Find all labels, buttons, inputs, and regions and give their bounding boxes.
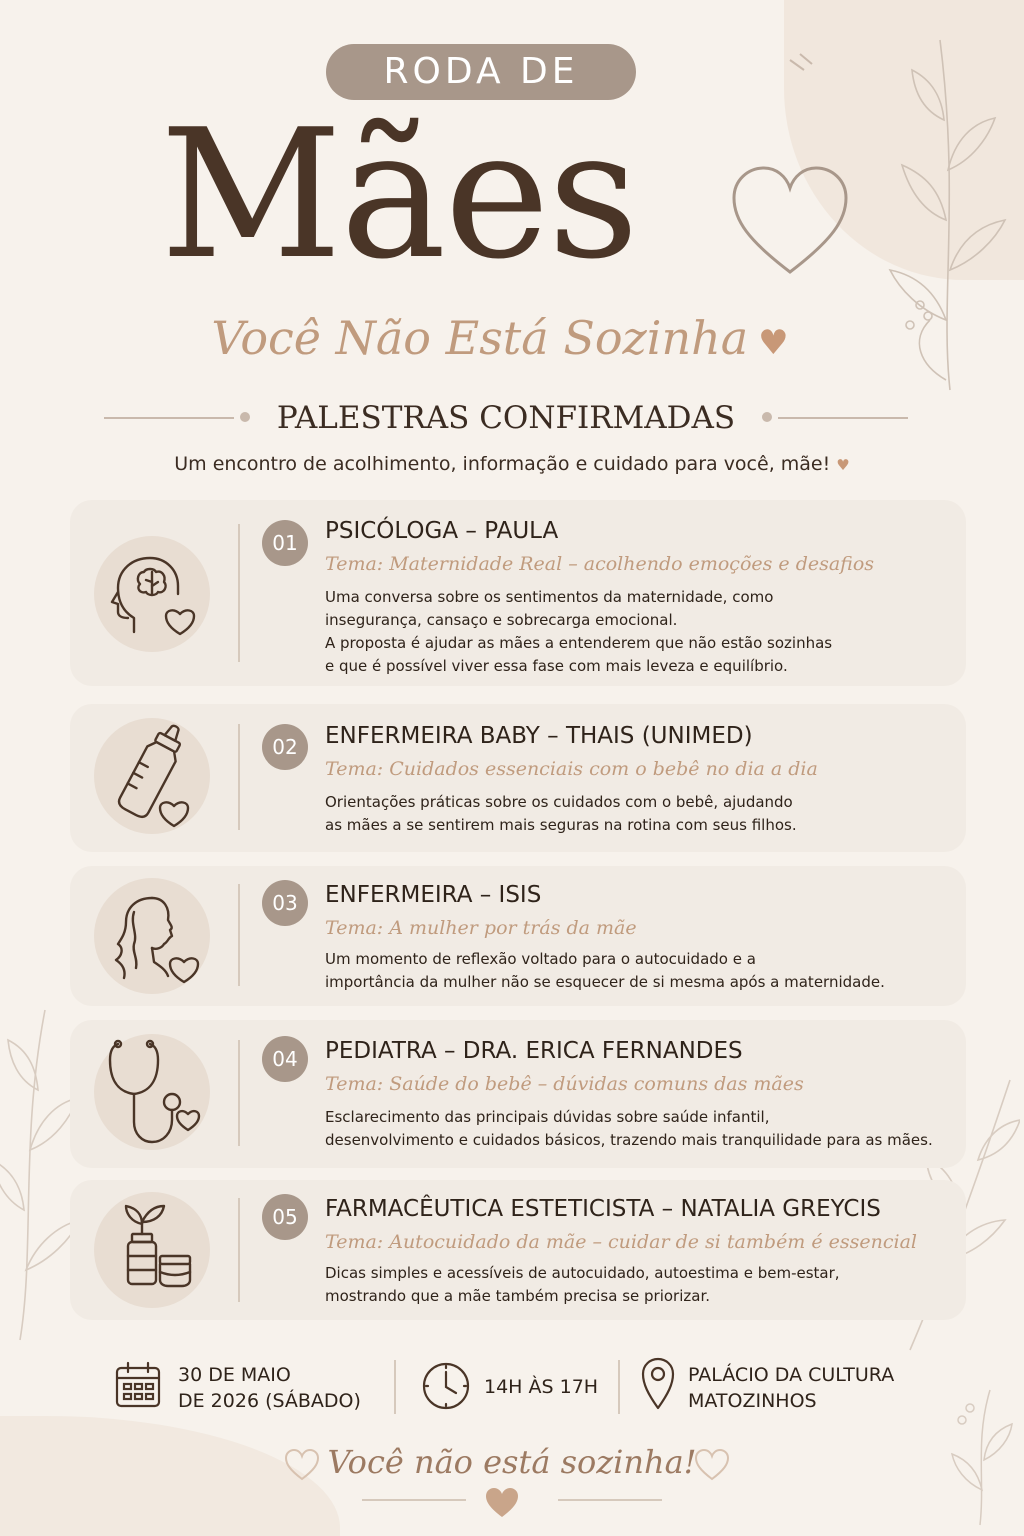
talk-speaker: PSICÓLOGA – PAULA [325, 518, 559, 544]
closing-message: Você não está sozinha! [327, 1443, 697, 1481]
divider-dot [762, 412, 772, 422]
divider-line [104, 417, 234, 419]
leaf-branch-icon [880, 20, 1020, 400]
location-pin-icon [640, 1356, 676, 1412]
description-line: as mães a se sentirem mais seguras na rotina com seus filhos. [325, 816, 797, 834]
section-title: PALESTRAS CONFIRMADAS [276, 400, 736, 436]
divider-line [558, 1499, 662, 1501]
divider-line [362, 1499, 466, 1501]
talk-speaker: ENFERMEIRA BABY – THAIS (UNIMED) [325, 723, 753, 749]
talk-number-badge: 04 [262, 1036, 308, 1082]
calendar-icon [114, 1360, 162, 1410]
date-line: DE 2026 (SÁBADO) [178, 1390, 361, 1412]
divider-dot [240, 412, 250, 422]
talk-theme: Tema: Autocuidado da mãe – cuidar de si também é essencial [325, 1231, 917, 1253]
card-divider [238, 1198, 240, 1302]
talk-theme: Tema: Saúde do bebê – dúvidas comuns das mães [325, 1073, 804, 1095]
heart-icon: ♥ [836, 456, 850, 474]
intro-text [100, 450, 924, 479]
baby-bottle-heart-icon [94, 718, 210, 834]
description-line: insegurança, cansaço e sobrecarga emocional. [325, 611, 678, 629]
heart-outline-icon [728, 162, 852, 280]
talk-theme: Tema: Maternidade Real – acolhendo emoções e desafios [325, 553, 875, 575]
card-divider [238, 1040, 240, 1146]
cosmetics-jars-icon [94, 1192, 210, 1308]
subtitle-text: Você Não Está Sozinha [211, 311, 749, 365]
date-line: 30 DE MAIO [178, 1364, 291, 1386]
icon-badge [94, 878, 210, 994]
card-divider [238, 884, 240, 986]
talk-speaker: FARMACÊUTICA ESTETICISTA – NATALIA GREYCIS [325, 1196, 881, 1222]
event-date [178, 1362, 361, 1414]
description-line: Uma conversa sobre os sentimentos da maternidade, como [325, 588, 774, 606]
description-line: mostrando que a mãe também precisa se priorizar. [325, 1287, 710, 1305]
icon-badge [94, 1192, 210, 1308]
talk-description [325, 586, 945, 678]
icon-badge [94, 536, 210, 652]
woman-profile-heart-icon [94, 878, 210, 994]
heart-outline-icon [694, 1448, 730, 1482]
heart-icon [484, 1486, 520, 1520]
event-location [688, 1362, 894, 1414]
leaf-branch-icon [940, 1380, 1020, 1530]
location-line: PALÁCIO DA CULTURA [688, 1364, 895, 1386]
icon-badge [94, 1034, 210, 1150]
talk-card [70, 866, 966, 1006]
description-line: importância da mulher não se esquecer de si mesma após a maternidade. [325, 973, 885, 991]
talk-card [70, 704, 966, 852]
talk-number-badge: 05 [262, 1194, 308, 1240]
description-line: desenvolvimento e cuidados básicos, trazendo mais tranquilidade para as mães. [325, 1131, 933, 1149]
header-pill: RODA DE [326, 44, 636, 100]
intro-sentence: Um encontro de acolhimento, informação e cuidado para você, mãe! [174, 453, 831, 475]
talk-card [70, 1020, 966, 1168]
event-info-bar [100, 1340, 924, 1434]
description-line: Esclarecimento das principais dúvidas sobre saúde infantil, [325, 1108, 770, 1126]
talk-description [325, 1262, 945, 1308]
description-line: Um momento de reflexão voltado para o autocuidado e a [325, 950, 756, 968]
talk-speaker: ENFERMEIRA – ISIS [325, 882, 542, 908]
talk-card [70, 500, 966, 686]
description-line: A proposta é ajudar as mães a entenderem que não estão sozinhas [325, 634, 833, 652]
talk-theme: Tema: A mulher por trás da mãe [325, 917, 637, 939]
talk-card [70, 1180, 966, 1320]
subtitle [160, 300, 840, 381]
card-divider [238, 524, 240, 662]
stethoscope-heart-icon [94, 1034, 210, 1150]
talk-number-badge: 01 [262, 520, 308, 566]
brain-head-heart-icon [94, 536, 210, 652]
talk-number-badge: 03 [262, 880, 308, 926]
page-title: Mães [160, 91, 638, 298]
talk-number-badge: 02 [262, 724, 308, 770]
description-line: Orientações práticas sobre os cuidados com o bebê, ajudando [325, 793, 793, 811]
info-divider [394, 1360, 396, 1414]
sparkle-lines-icon [786, 50, 826, 80]
heart-icon: ♥ [758, 323, 789, 363]
talk-description [325, 1106, 965, 1152]
section-heading [104, 396, 908, 440]
event-time: 14H ÀS 17H [484, 1376, 599, 1398]
icon-badge [94, 718, 210, 834]
description-line: e que é possível viver essa fase com mais leveza e equilíbrio. [325, 657, 788, 675]
talk-speaker: PEDIATRA – DRA. ERICA FERNANDES [325, 1038, 743, 1064]
talk-description [325, 791, 945, 837]
divider-line [778, 417, 908, 419]
talk-description [325, 948, 945, 994]
info-divider [618, 1360, 620, 1414]
clock-icon [420, 1360, 472, 1412]
card-divider [238, 724, 240, 830]
talk-theme: Tema: Cuidados essenciais com o bebê no dia a dia [325, 758, 818, 780]
location-line: MATOZINHOS [688, 1390, 817, 1412]
description-line: Dicas simples e acessíveis de autocuidado, autoestima e bem-estar, [325, 1264, 840, 1282]
